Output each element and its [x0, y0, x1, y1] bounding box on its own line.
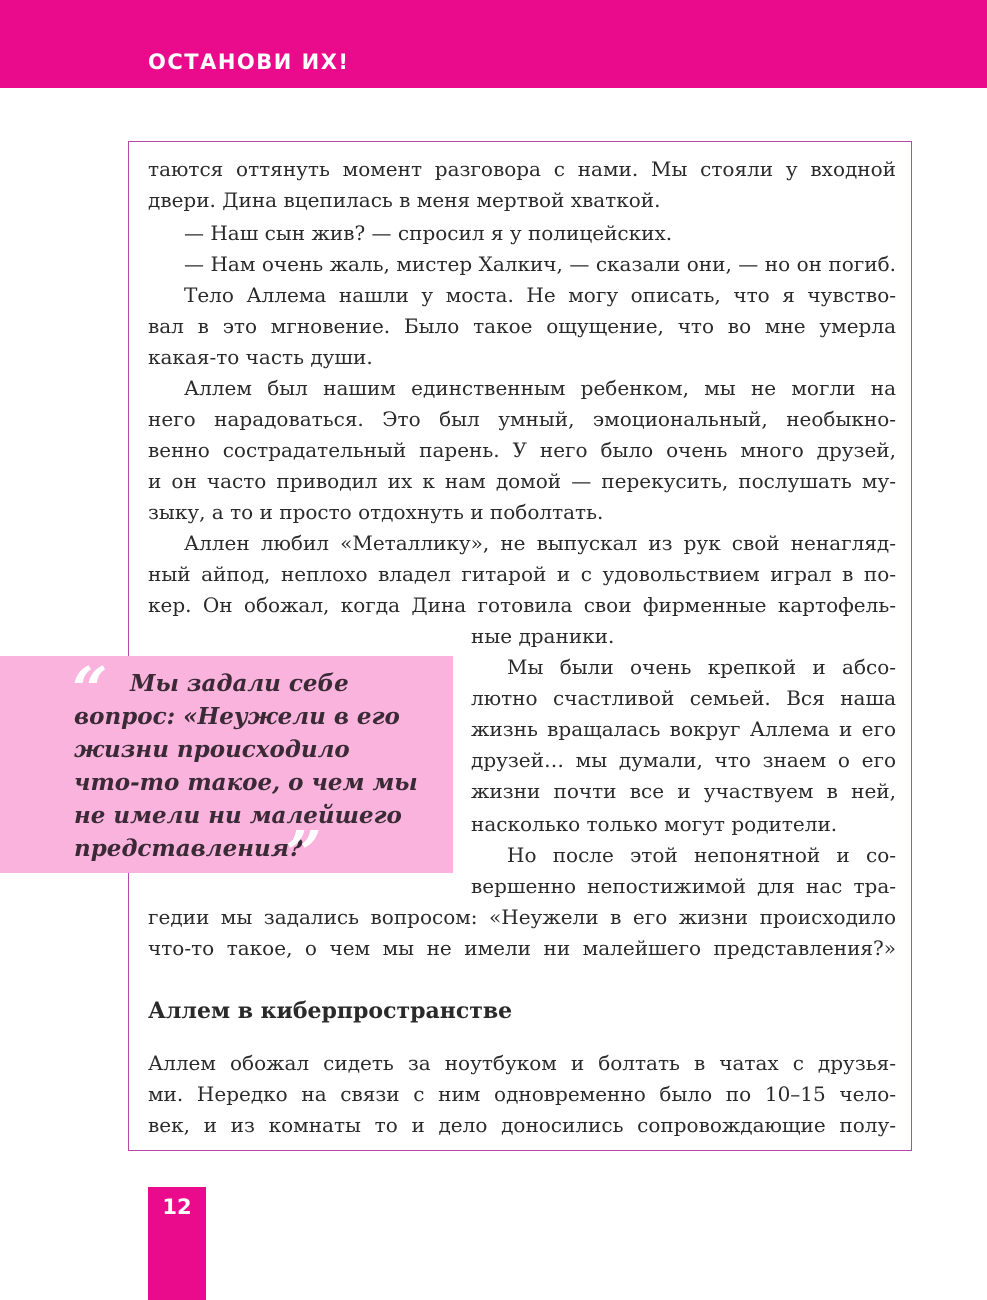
close-quote-mark: ” — [286, 817, 322, 890]
page-number: 12 — [162, 1195, 192, 1219]
body-line: — Наш сын жив? — спросил я у полицейских. — [184, 221, 673, 245]
body-line: друзей… мы думали, что знаем о его — [471, 748, 896, 772]
pull-quote-line: вопрос: «Неужели в его — [74, 703, 400, 730]
body-line: жизни почти все и участвуем в ней, — [471, 779, 896, 803]
pull-quote-line: что-то такое, о чем мы — [74, 769, 418, 796]
body-line: — Нам очень жаль, мистер Халкич, — сказали они, — но он погиб. — [184, 252, 896, 276]
body-line: таются оттянуть момент разговора с нами. Мы стояли у входной — [148, 157, 896, 181]
body-line: и он часто приводил их к нам домой — перекусить, послушать му- — [148, 469, 896, 493]
page-number-tab — [148, 1187, 206, 1300]
pull-quote-line: Мы задали себе — [130, 670, 349, 697]
body-line: вал в это мгновение. Было такое ощущение, что во мне умерла — [148, 314, 896, 338]
body-line: двери. Дина вцепилась в меня мертвой хваткой. — [148, 188, 661, 212]
section-line: ми. Нередко на связи с ним одновременно было по 10–15 чело- — [148, 1082, 896, 1106]
body-line: Аллем был нашим единственным ребенком, мы не могли на — [184, 376, 896, 400]
section-heading: Аллем в киберпространстве — [148, 998, 513, 1024]
running-header-title: ОСТАНОВИ ИХ! — [148, 50, 350, 74]
section-line: Аллем обожал сидеть за ноутбуком и болтать в чатах с друзья- — [148, 1051, 896, 1075]
body-line: вершенно непостижимой для нас тра- — [471, 874, 896, 898]
body-line: него нарадоваться. Это был умный, эмоциональный, необыкно- — [148, 407, 896, 431]
body-line: насколько только могут родители. — [471, 812, 838, 836]
body-line: Тело Аллема нашли у моста. Не могу описать, что я чувство- — [184, 283, 896, 307]
body-line: кер. Он обожал, когда Дина готовила свои фирменные картофель- — [148, 593, 896, 617]
pull-quote-line: не имели ни малейшего — [74, 802, 402, 829]
body-line: жизнь вращалась вокруг Аллема и его — [471, 717, 896, 741]
body-line: Аллен любил «Металлику», не выпускал из рук свой ненагляд- — [184, 531, 896, 555]
body-line: зыку, а то и просто отдохнуть и поболтать. — [148, 500, 604, 524]
pull-quote — [0, 653, 453, 890]
body-line: гедии мы задались вопросом: «Неужели в его жизни происходило — [148, 905, 896, 929]
pull-quote-line: представления? — [74, 835, 303, 862]
body-line: какая-то часть души. — [148, 345, 373, 369]
section-line: век, и из комнаты то и дело доносились сопровождающие полу- — [148, 1113, 896, 1137]
body-line: ные драники. — [471, 624, 615, 648]
body-line: что-то такое, о чем мы не имели ни малейшего представления?» — [148, 936, 896, 960]
pull-quote-line: жизни происходило — [74, 736, 350, 763]
open-quote-mark: “ — [72, 653, 108, 726]
body-line: лютно счастливой семьей. Вся наша — [471, 686, 896, 710]
body-line: Мы были очень крепкой и абсо- — [507, 655, 896, 679]
body-line: ный айпод, неплохо владел гитарой и с удовольствием играл в по- — [148, 562, 896, 586]
header-band — [0, 0, 987, 88]
body-line: венно сострадательный парень. У него было очень много друзей, — [148, 438, 896, 462]
body-line: Но после этой непонятной и со- — [507, 843, 896, 867]
